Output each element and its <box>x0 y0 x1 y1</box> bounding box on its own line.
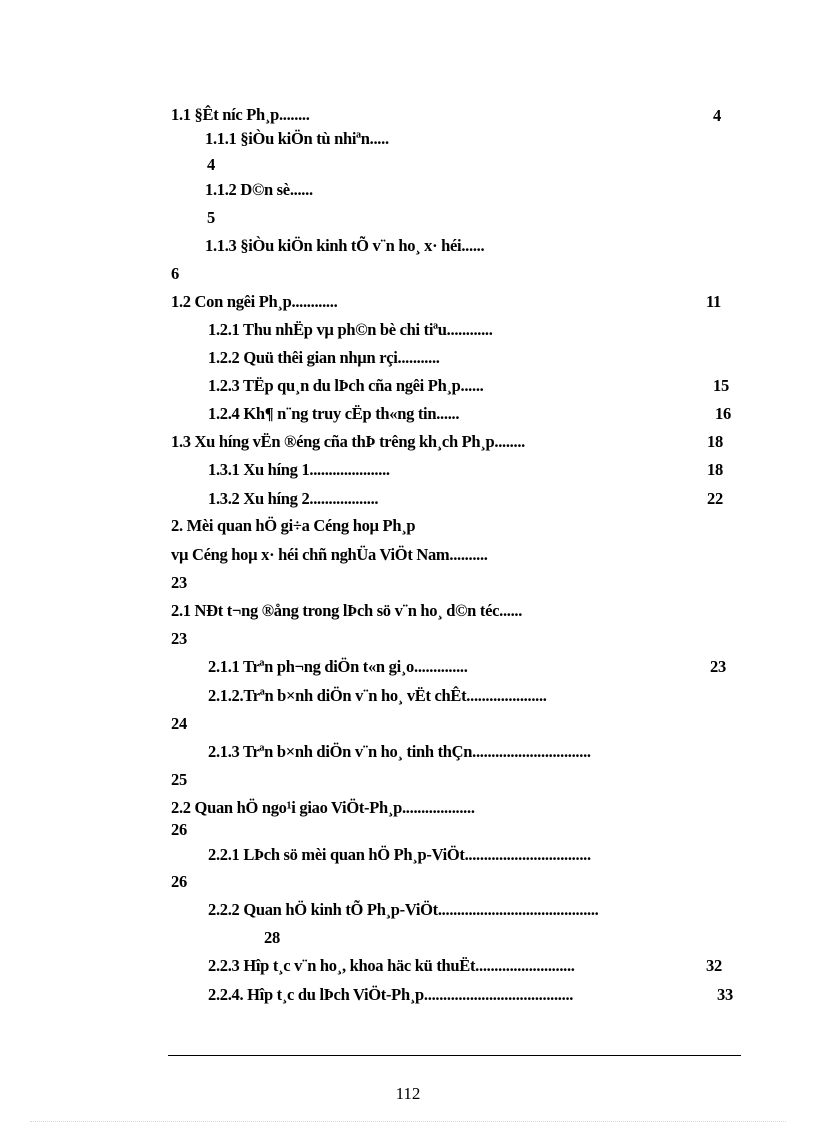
toc-entry-text: 2.2.2 Quan hÖ kinh tÕ Ph¸p-ViÖt.......................................... <box>208 900 599 919</box>
toc-page-number: 28 <box>264 928 280 947</box>
toc-page-number: 33 <box>717 985 733 1004</box>
toc-entry-text: 2.2.3 Hîp t¸c v¨n ho¸, khoa häc kü thuËt.......................... <box>208 956 575 975</box>
toc-page-number: 25 <box>171 770 187 789</box>
toc-entry-text: 1.2.4 Kh¶ n¨ng truy cËp th«ng tin...... <box>208 404 460 423</box>
toc-page-number: 4 <box>207 155 215 174</box>
toc-page-number: 6 <box>171 264 179 283</box>
toc-entry-text: 1.1.2 D©n sè...... <box>205 180 313 199</box>
toc-entry-text: 1.3.2 Xu híng 2.................. <box>208 489 379 508</box>
toc-page-number: 11 <box>706 292 721 311</box>
page-number: 112 <box>395 1084 421 1103</box>
toc-entry-text: vµ Céng hoµ x· héi chñ nghÜa ViÖt Nam.......... <box>171 545 488 564</box>
toc-entry-text: 1.3 Xu híng vËn ®éng cña thÞ trêng kh¸ch Ph¸p........ <box>171 432 525 451</box>
toc-page-number: 18 <box>707 460 723 479</box>
toc-entry-text: 2.2 Quan hÖ ngo¹i giao ViÖt-Ph¸p................... <box>171 798 475 817</box>
toc-page-number: 26 <box>171 820 187 839</box>
toc-page-number: 23 <box>171 629 187 648</box>
toc-entry-text: 2.1.3 Trªn b×nh diÖn v¨n ho¸ tinh thÇn............................... <box>208 742 591 761</box>
toc-entry-text: 1.2.2 Quü thêi gian nhµn rçi........... <box>208 348 440 367</box>
toc-page-number: 5 <box>207 208 215 227</box>
page-edge-divider <box>30 1121 786 1122</box>
toc-entry-text: 2.2.4. Hîp t¸c du lÞch ViÖt-Ph¸p....................................... <box>208 985 574 1004</box>
toc-page-number: 32 <box>706 956 722 975</box>
toc-page-number: 24 <box>171 714 187 733</box>
toc-entry-text: 1.2.3 TËp qu¸n du lÞch cña ngêi Ph¸p...... <box>208 376 484 395</box>
toc-page-number: 4 <box>713 106 721 125</box>
toc-entry-text: 2.1.2.Trªn b×nh diÖn v¨n ho¸ vËt chÊt..................... <box>208 686 547 705</box>
toc-entry-text: 1.2 Con ngêi Ph¸p............ <box>171 292 338 311</box>
toc-entry-text: 1.1 §Êt níc Ph¸p........ <box>171 105 310 124</box>
toc-entry-text: 1.1.3 §iÒu kiÖn kinh tÕ v¨n ho¸ x· héi...... <box>205 236 485 255</box>
toc-page-number: 26 <box>171 872 187 891</box>
toc-page-number: 15 <box>713 376 729 395</box>
toc-page-number: 23 <box>171 573 187 592</box>
toc-entry-text: 1.1.1 §iÒu kiÖn tù nhiªn..... <box>205 129 389 148</box>
toc-entry-text: 2.2.1 LÞch sö mèi quan hÖ Ph¸p-ViÖt................................. <box>208 845 591 864</box>
toc-entry-text: 2.1.1 Trªn ph¬ng diÖn t«n gi¸o.............. <box>208 657 468 676</box>
toc-entry-text: 1.2.1 Thu nhËp vµ ph©n bè chi tiªu............ <box>208 320 493 339</box>
toc-page-number: 22 <box>707 489 723 508</box>
toc-entry-text: 2.1 NÐt t¬ng ®ång trong lÞch sö v¨n ho¸ d©n téc...... <box>171 601 523 620</box>
toc-entry-text: 2. Mèi quan hÖ gi÷a Céng hoµ Ph¸p <box>171 516 416 535</box>
toc-entry-text: 1.3.1 Xu híng 1..................... <box>208 460 390 479</box>
toc-page-number: 18 <box>707 432 723 451</box>
toc-page-number: 23 <box>710 657 726 676</box>
footer-divider <box>168 1055 741 1056</box>
toc-page-number: 16 <box>715 404 731 423</box>
